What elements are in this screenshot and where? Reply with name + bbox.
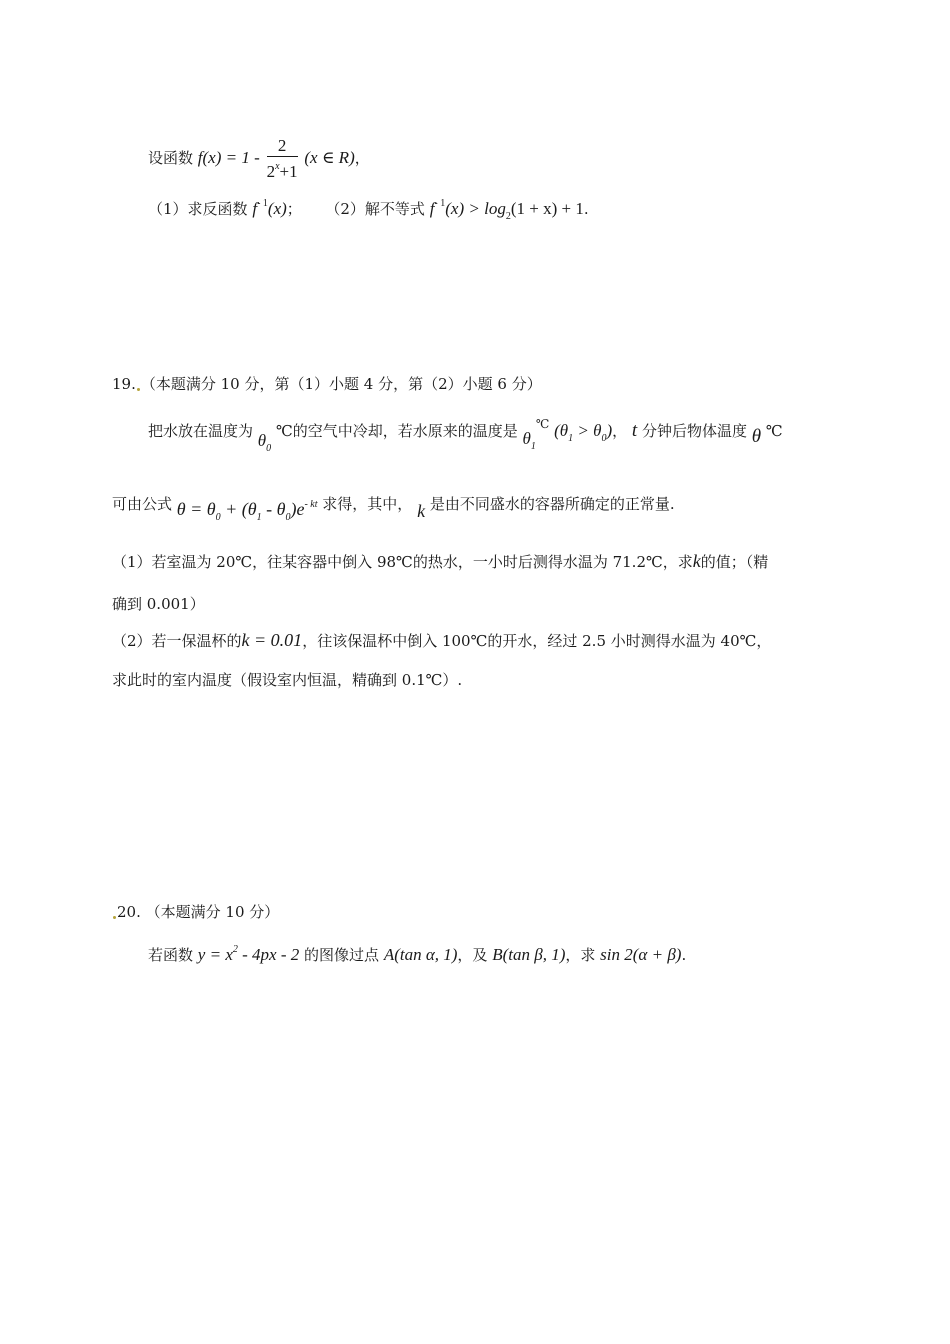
p20-end: .: [681, 946, 687, 964]
p18-part2-arg: (x) > log: [445, 199, 506, 218]
p19-line1-text-b: ℃的空气中冷却，若水原来的温度是: [275, 422, 518, 440]
p19-q2-k-value: k = 0.01: [241, 630, 303, 650]
p18-fraction-numerator: 2: [267, 136, 298, 157]
p18-fraction-denominator: [267, 157, 298, 182]
p19-line2-text-a: 可由公式: [112, 495, 173, 513]
p19-condition: [554, 421, 613, 444]
p18-part2-label: （2）解不等式: [325, 200, 425, 218]
p19-q2-text-b: ，往该保温杯中倒入 100℃的开水，经过 2.5 小时测得水温为 40℃，: [302, 632, 772, 650]
p18-function-lhs: f(x) = 1 -: [197, 148, 260, 167]
p19-formula-a: θ = θ: [176, 499, 216, 519]
p18-part1-end: ；: [286, 200, 302, 218]
p20-header: [112, 902, 279, 922]
p20-func-tail: - 4px - 2: [237, 945, 300, 964]
p19-line1: [148, 414, 783, 459]
p18-part1-arg: (x): [267, 199, 287, 218]
p19-number: 19.: [112, 375, 136, 393]
p20-text-b: 的图像过点: [304, 946, 380, 964]
p19-header-text: （本题满分 10 分，第（1）小题 4 分，第（2）小题 6 分）: [140, 375, 542, 393]
p19-line1-end: ℃: [765, 422, 783, 440]
p18-part1-exp: - 1: [257, 198, 268, 209]
p19-theta0: [257, 431, 272, 454]
p19-formula-sub0-b: 0: [285, 512, 291, 523]
p19-line2-text-c: 是由不同盛水的容器所确定的正常量.: [429, 495, 675, 513]
p19-cond-sub0: 0: [601, 433, 607, 444]
p19-q1-text-b: 的值；（精: [700, 553, 769, 571]
p19-formula-c: - θ: [261, 499, 286, 519]
scan-dot-mark: [137, 388, 140, 391]
p20-target-expr: sin 2(α + β): [600, 945, 682, 964]
p18-part2-end: .: [583, 200, 589, 218]
p19-theta0-sub: 0: [266, 443, 272, 454]
p18-part2-log-base: 2: [505, 211, 511, 222]
p19-formula-sub1: 1: [256, 512, 262, 523]
p19-cond-close: ): [606, 421, 613, 440]
p19-line1-text-c: 分钟后物体温度: [641, 422, 747, 440]
p19-q1-k: k: [692, 551, 701, 571]
scan-dot-mark: [113, 916, 116, 919]
p19-theta1: [522, 429, 536, 452]
p18-part2-expr: [429, 198, 584, 222]
p19-q2-continuation: [112, 670, 462, 690]
p20-header-text: （本题满分 10 分）: [145, 903, 280, 921]
p20-func-a: y = x: [197, 945, 233, 964]
p18-den-tail: +1: [279, 162, 298, 181]
p19-q2: [112, 630, 771, 651]
p19-cond-sub1: 1: [568, 433, 574, 444]
p19-cond-open: (θ: [554, 421, 569, 440]
p19-q1: [112, 551, 768, 572]
p19-formula-exp: - kt: [304, 499, 318, 510]
p19-formula-d: )e: [290, 499, 305, 519]
p18-den-exp: x: [275, 161, 280, 172]
p19-formula: [176, 499, 318, 523]
p20-func-exp: 2: [232, 944, 238, 955]
p19-k-variable: k: [417, 501, 426, 521]
p19-q1-text-a: （1）若室温为 20℃，往某容器中倒入 98℃的热水，一小时后测得水温为 71.2℃，求: [112, 553, 693, 571]
p18-part2-exp: - 1: [434, 198, 446, 209]
p20-number: 20.: [117, 903, 141, 921]
p18-domain: (x ∈ R): [304, 148, 355, 167]
p20-text-d: ，求: [565, 946, 596, 964]
p18-part2-tail: (1 + x) + 1: [510, 199, 584, 218]
p19-line2-text-b: 求得，其中，: [322, 495, 413, 513]
p19-formula-sub0-a: 0: [215, 512, 221, 523]
p19-q2-text-a: （2）若一保温杯的: [112, 632, 242, 650]
p18-part2-f: f: [429, 199, 435, 218]
p19-q2-cont-text: 求此时的室内温度（假设室内恒温，精确到 0.1℃）.: [112, 671, 463, 689]
p19-theta0-symbol: θ: [257, 431, 267, 450]
p18-part1-label: （1）求反函数: [148, 200, 248, 218]
p18-intro-end: ，: [354, 149, 370, 167]
p19-line1-text-a: 把水放在温度为: [148, 422, 254, 440]
p18-part1-expr: [252, 199, 286, 218]
p18-intro: 设函数: [148, 149, 194, 167]
p19-q1-continuation: [112, 594, 205, 614]
p20-statement: [148, 940, 686, 965]
p19-comma: ，: [612, 422, 628, 440]
p20-point-b: B(tan β, 1): [492, 945, 566, 964]
p19-t-variable: t: [631, 420, 638, 441]
p19-q1-cont-text: 确到 0.001）: [112, 595, 205, 613]
p19-theta1-symbol: θ: [522, 429, 531, 448]
p18-part1-f: f: [252, 199, 258, 218]
p19-degree-mark: ℃: [535, 417, 550, 431]
p20-function: [198, 945, 299, 964]
p20-text-c: ，及: [457, 946, 488, 964]
p19-header: [112, 374, 542, 394]
p18-fraction: [267, 136, 298, 182]
p19-line2: [112, 494, 675, 528]
p18-parts: [148, 194, 589, 227]
p20-text-a: 若函数: [148, 946, 194, 964]
p19-cond-mid: > θ: [573, 421, 602, 440]
p18-statement: [148, 136, 370, 182]
p19-theta: θ: [751, 426, 762, 447]
p19-theta1-sub: 1: [530, 441, 536, 452]
p18-den-base: 2: [266, 162, 276, 181]
p20-point-a: A(tan α, 1): [383, 945, 458, 964]
p19-formula-b: + (θ: [220, 499, 257, 519]
